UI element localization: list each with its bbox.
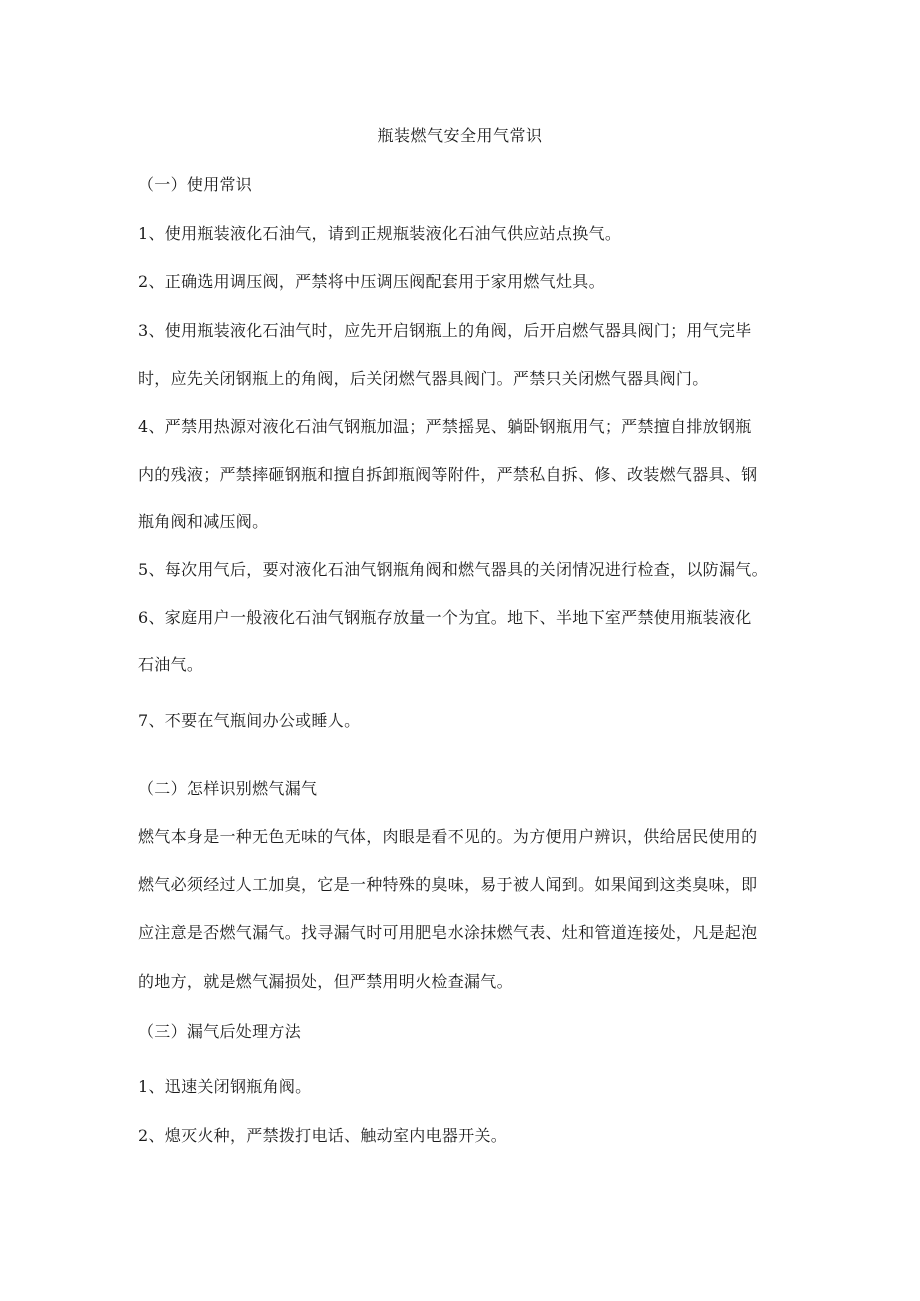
paragraph-line: 的地方，就是燃气漏损处，但严禁用明火检查漏气。 [138,972,513,991]
paragraph-line: 燃气必须经过人工加臭，它是一种特殊的臭味，易于被人闻到。如果闻到这类臭味，即 [138,875,758,894]
section-2-heading: （二）怎样识别燃气漏气 [138,779,318,798]
section-3-heading: （三）漏气后处理方法 [138,1022,302,1041]
section-1-heading: （一）使用常识 [138,175,253,194]
paragraph-line: 时，应先关闭钢瓶上的角阀，后关闭燃气器具阀门。严禁只关闭燃气器具阀门。 [138,369,709,388]
document-title: 瓶装燃气安全用气常识 [377,126,543,145]
paragraph-line: 石油气。 [138,655,204,674]
paragraph-line: 6、家庭用户一般液化石油气钢瓶存放量一个为宜。地下、半地下室严禁使用瓶装液化 [138,608,752,627]
paragraph-line: 2、熄灭火种，严禁拨打电话、触动室内电器开关。 [138,1126,508,1145]
paragraph-line: 1、迅速关闭钢瓶角阀。 [138,1077,312,1096]
paragraph-line: 应注意是否燃气漏气。找寻漏气时可用肥皂水涂抹燃气表、灶和管道连接处，凡是起泡 [138,923,758,942]
paragraph-line: 7、不要在气瓶间办公或睡人。 [138,711,361,730]
paragraph-line: 4、严禁用热源对液化石油气钢瓶加温；严禁摇晃、躺卧钢瓶用气；严禁擅自排放钢瓶 [138,417,752,436]
paragraph-line: 内的残液；严禁摔砸钢瓶和擅自拆卸瓶阀等附件，严禁私自拆、修、改装燃气器具、钢 [138,465,758,484]
paragraph-line: 1、使用瓶装液化石油气，请到正规瓶装液化石油气供应站点换气。 [138,224,622,243]
paragraph-line: 2、正确选用调压阀，严禁将中压调压阀配套用于家用燃气灶具。 [138,272,605,291]
paragraph-line: 3、使用瓶装液化石油气时，应先开启钢瓶上的角阀，后开启燃气器具阀门；用气完毕 [138,321,752,340]
paragraph-line: 瓶角阀和减压阀。 [138,512,269,531]
paragraph-line: 5、每次用气后，要对液化石油气钢瓶角阀和燃气器具的关闭情况进行检查，以防漏气。 [138,560,768,579]
paragraph-line: 燃气本身是一种无色无味的气体，肉眼是看不见的。为方便用户辨识，供给居民使用的 [138,827,758,846]
